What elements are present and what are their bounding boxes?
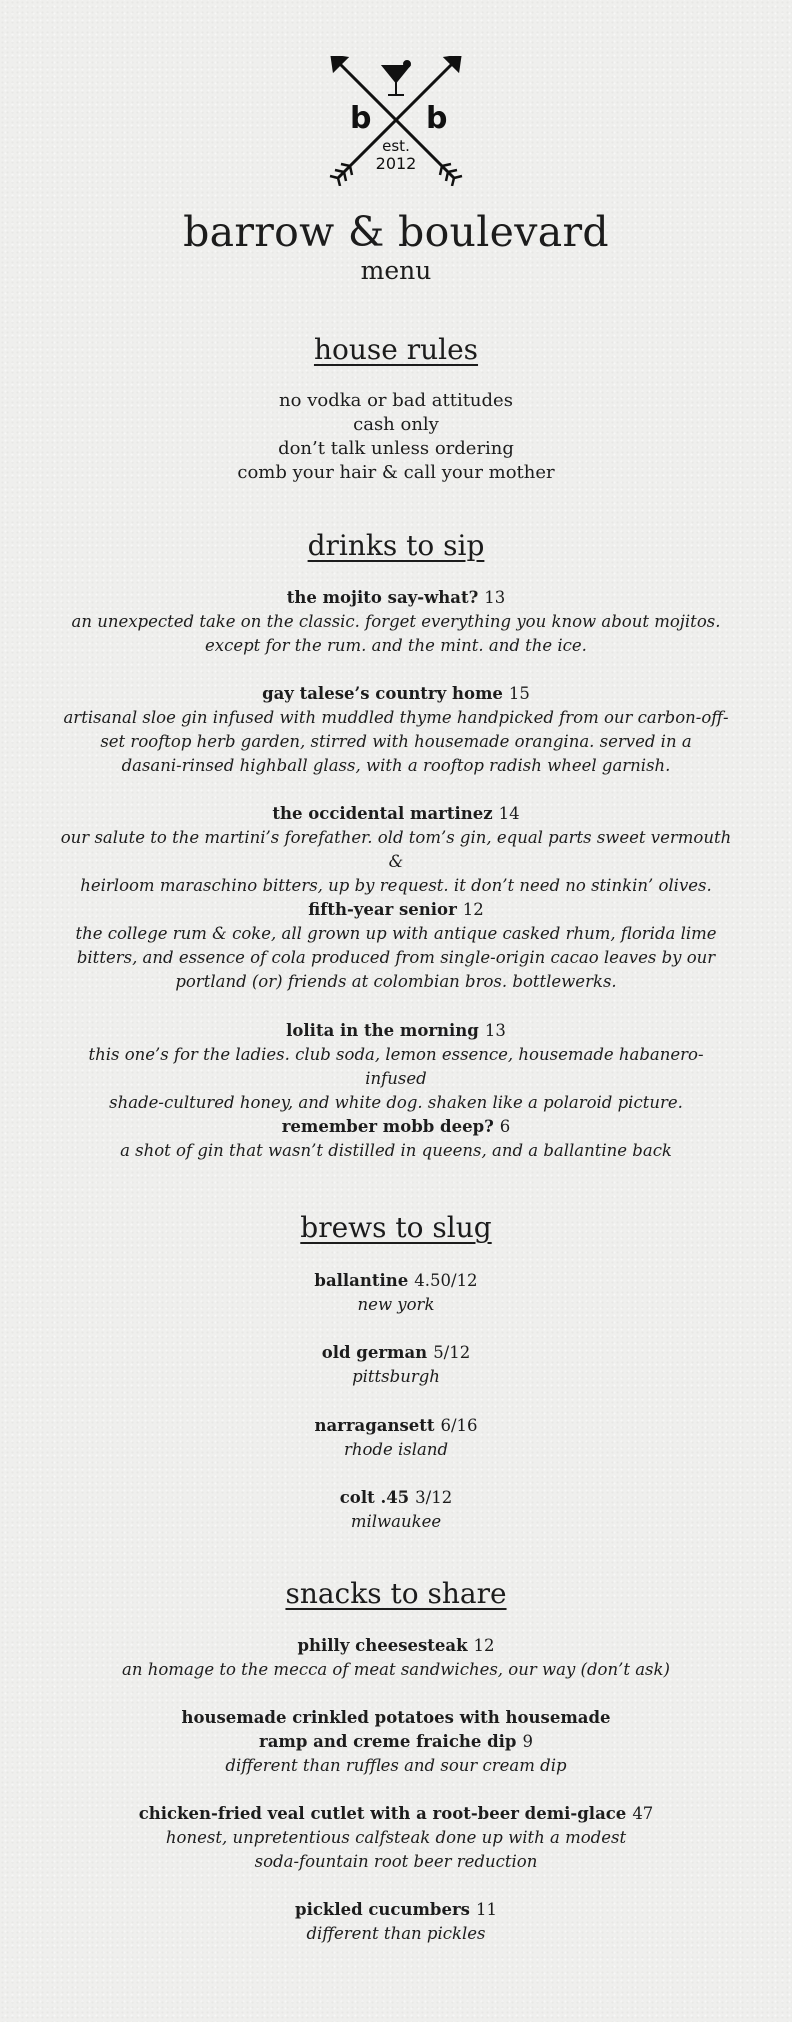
item-description: our salute to the martini’s forefather. old tom’s gin, equal parts sweet vermouth & — [60, 828, 732, 871]
item-description: honest, unpretentious calfsteak done up with a modest — [165, 1828, 627, 1847]
item-price: 13 — [484, 588, 506, 607]
item-description: heirloom maraschino bitters, up by request. it don’t need no stinkin’ olives. — [80, 876, 712, 895]
item-price: 5/12 — [433, 1343, 471, 1362]
item-description: bitters, and essence of cola produced from single-origin cacao leaves by our — [76, 948, 716, 967]
item-name: colt .45 — [339, 1488, 410, 1507]
item-description: an homage to the mecca of meat sandwiches, our way (don’t ask) — [122, 1660, 670, 1679]
item-price: 12 — [473, 1636, 495, 1655]
item-name: fifth-year senior — [308, 900, 457, 919]
item-price: 9 — [522, 1732, 533, 1751]
menu-item — [60, 586, 732, 658]
item-name: gay talese’s country home — [262, 684, 503, 703]
menu-item — [60, 1486, 732, 1534]
item-description: set rooftop herb garden, stirred with housemade orangina. served in a — [100, 732, 692, 751]
house-rules-list — [0, 389, 792, 485]
item-description: artisanal sloe gin infused with muddled thyme handpicked from our carbon-off- — [63, 708, 729, 727]
barrow-boulevard-logo — [326, 56, 466, 186]
item-price: 4.50/12 — [414, 1271, 478, 1290]
house-rule: cash only — [353, 414, 439, 435]
item-name: the occidental martinez — [272, 804, 493, 823]
menu-subtitle: menu — [360, 256, 432, 285]
item-description: rhode island — [343, 1440, 449, 1459]
menu-item — [60, 1634, 732, 1682]
menu-item — [60, 1414, 732, 1462]
item-price: 12 — [462, 900, 484, 919]
item-description: milwaukee — [350, 1512, 442, 1531]
menu-item — [60, 1706, 732, 1778]
logo-year: 2012 — [375, 154, 417, 173]
item-name: housemade crinkled potatoes with housemade — [181, 1708, 611, 1727]
martini-glass-icon — [383, 61, 410, 95]
item-name: the mojito say-what? — [286, 588, 479, 607]
menu-item — [60, 1269, 732, 1317]
menu-item — [60, 1019, 732, 1115]
item-price: 6 — [499, 1117, 511, 1136]
section-title-house-rules: house rules — [313, 333, 479, 366]
item-price: 14 — [498, 804, 520, 823]
item-name: lolita in the morning — [286, 1021, 479, 1040]
item-description: a shot of gin that wasn’t distilled in queens, and a ballantine back — [120, 1141, 672, 1160]
item-name: philly cheesesteak — [297, 1636, 468, 1655]
item-description: portland (or) friends at colombian bros. bottlewerks. — [175, 972, 617, 991]
menu-item — [60, 682, 732, 778]
section-title-snacks: snacks to share — [285, 1577, 507, 1610]
item-description: different than pickles — [306, 1924, 486, 1943]
menu-item — [60, 1115, 732, 1163]
item-name: narragansett — [314, 1416, 435, 1435]
item-description: this one’s for the ladies. club soda, lemon essence, housemade habanero-infused — [88, 1045, 704, 1088]
house-rule: no vodka or bad attitudes — [279, 390, 513, 411]
item-name: remember mobb deep? — [281, 1117, 494, 1136]
item-price: 15 — [508, 684, 530, 703]
logo-right-letter: b — [426, 101, 448, 136]
item-price: 13 — [484, 1021, 506, 1040]
item-description: soda-fountain root beer reduction — [254, 1852, 538, 1871]
item-description: an unexpected take on the classic. forget everything you know about mojitos. — [71, 612, 721, 631]
restaurant-name: barrow & boulevard — [183, 208, 609, 256]
item-description: except for the rum. and the mint. and the ice. — [205, 636, 587, 655]
item-name: chicken-fried veal cutlet with a root-beer demi-glace — [138, 1804, 627, 1823]
house-rule: comb your hair & call your mother — [237, 462, 555, 483]
menu-item — [60, 898, 732, 994]
item-description: pittsburgh — [352, 1367, 440, 1386]
house-rule: don’t talk unless ordering — [278, 438, 514, 459]
item-description: different than ruffles and sour cream dip — [225, 1756, 567, 1775]
menu-item — [60, 1341, 732, 1389]
item-description: the college rum & coke, all grown up with antique casked rhum, florida lime — [75, 924, 717, 943]
item-name: pickled cucumbers — [295, 1900, 470, 1919]
item-price: 47 — [632, 1804, 654, 1823]
menu-item — [60, 802, 732, 898]
item-description: new york — [357, 1295, 435, 1314]
item-price: 3/12 — [415, 1488, 453, 1507]
logo-left-letter: b — [350, 101, 372, 136]
item-description: shade-cultured honey, and white dog. shaken like a polaroid picture. — [109, 1093, 683, 1112]
item-description: dasani-rinsed highball glass, with a rooftop radish wheel garnish. — [121, 756, 671, 775]
item-price: 6/16 — [440, 1416, 478, 1435]
logo-est-label: est. — [382, 137, 410, 155]
menu-item — [60, 1802, 732, 1874]
menu-item — [60, 1898, 732, 1946]
item-price: 11 — [475, 1900, 497, 1919]
item-name: old german — [321, 1343, 428, 1362]
section-title-drinks: drinks to sip — [307, 529, 485, 562]
item-name: ballantine — [314, 1271, 409, 1290]
section-title-brews: brews to slug — [300, 1211, 492, 1244]
item-name: ramp and creme fraiche dip — [259, 1732, 517, 1751]
